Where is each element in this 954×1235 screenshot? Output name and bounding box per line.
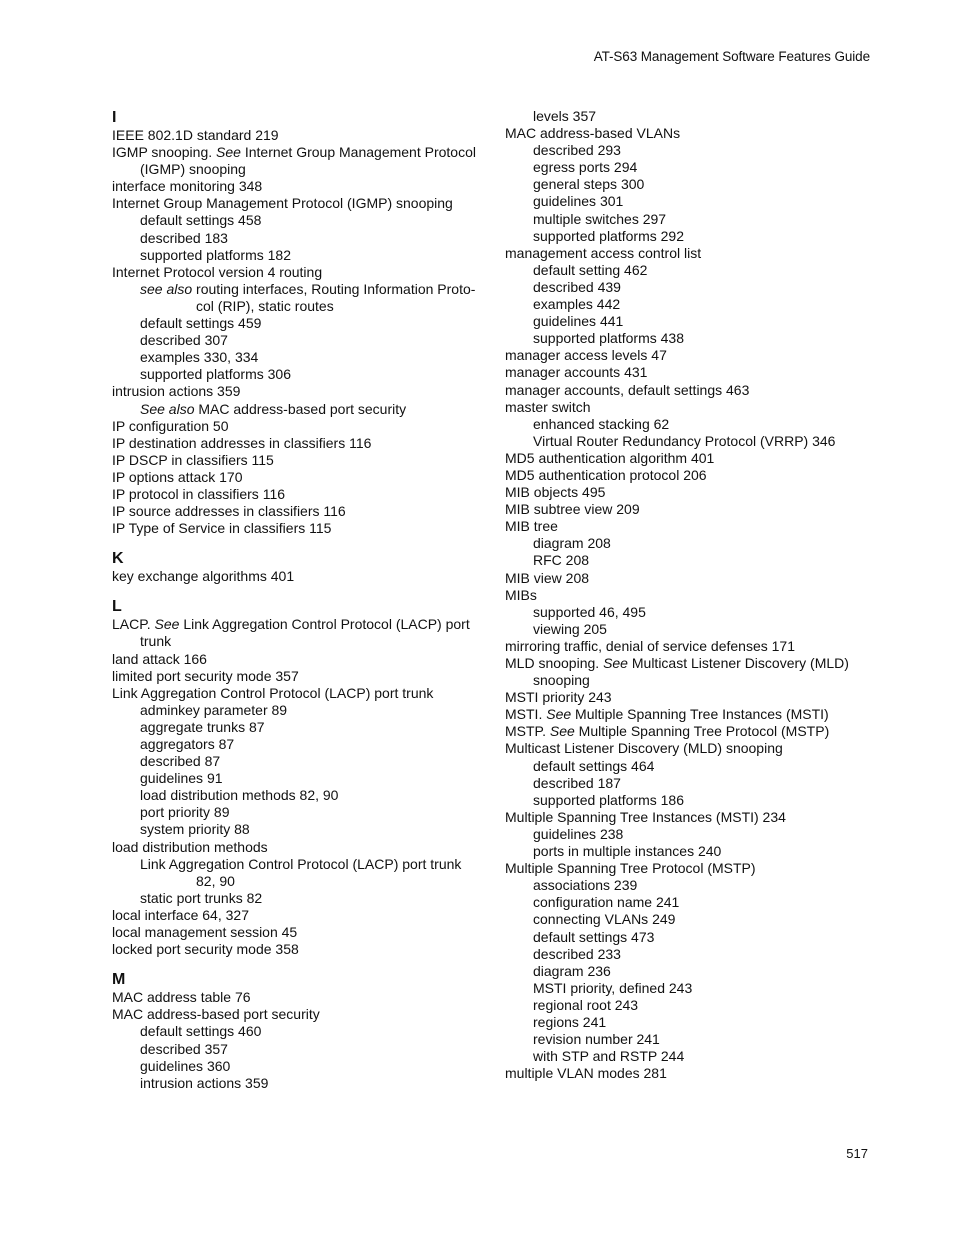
index-entry: Link Aggregation Control Protocol (LACP) port trunk [112,684,434,701]
index-subentry: intrusion actions 359 [140,1074,269,1091]
index-entry: Multicast Listener Discovery (MLD) snooping [505,740,783,757]
index-entry: land attack 166 [112,650,207,667]
index-subentry: supported 46, 495 [533,603,646,620]
see-reference-label: see also [140,280,193,297]
index-subentry: examples 330, 334 [140,349,259,366]
page-number: 517 [846,1146,868,1161]
index-entry [112,144,492,161]
index-subentry: regions 241 [533,1013,607,1030]
index-entry: master switch [505,398,591,415]
index-letter-heading: M [112,971,126,989]
index-subentry: aggregators 87 [140,736,235,752]
index-entry [505,723,905,740]
index-entry-continuation: snooping [533,672,590,689]
index-subentry: egress ports 294 [533,159,638,176]
index-subentry: supported platforms 182 [140,246,291,263]
index-entry: MD5 authentication algorithm 401 [505,449,715,466]
index-entry: local interface 64, 327 [112,906,249,923]
index-subentry: default settings 459 [140,315,262,332]
index-entry: limited port security mode 357 [112,667,299,684]
index-subentry: diagram 236 [533,962,611,979]
index-subentry: RFC 208 [533,552,590,569]
see-reference-target: Multiple Spanning Tree Protocol (MSTP) [574,723,830,740]
index-subentry: ports in multiple instances 240 [533,843,722,860]
index-entry: IP configuration 50 [112,417,229,434]
index-entry [112,616,492,633]
index-entry: IEEE 802.1D standard 219 [112,127,279,143]
index-subentry: described 183 [140,229,228,246]
see-reference-label: See [603,655,628,671]
index-entry: MAC address-based VLANs [505,125,681,142]
index-entry: management access control list [505,244,702,261]
index-column-left [112,108,492,1092]
index-subentry: associations 239 [533,877,638,894]
index-subentry: described 439 [533,278,621,295]
index-entry: IP DSCP in classifiers 115 [112,451,274,468]
index-subentry: regional root 243 [533,996,639,1013]
index-subentry: with STP and RSTP 244 [533,1048,685,1065]
see-reference-target: MAC address-based port security [194,400,407,417]
index-entry: MIB subtree view 209 [505,501,640,518]
entry-term: LACP. [112,616,155,633]
index-entry: Multiple Spanning Tree Protocol (MSTP) [505,860,756,877]
index-subentry: configuration name 241 [533,894,680,911]
index-subentry: described 307 [140,332,228,349]
index-entry: interface monitoring 348 [112,178,263,195]
index-entry: MAC address table 76 [112,989,251,1006]
index-subentry: described 233 [533,945,621,962]
index-letter-heading: L [112,598,122,616]
index-entry: IP destination addresses in classifiers 116 [112,434,372,451]
index-entry: intrusion actions 359 [112,383,241,400]
see-reference-target: routing interfaces, Routing Information Proto- [192,280,476,297]
see-reference-label: See [549,723,575,740]
index-subentry: viewing 205 [533,620,607,637]
index-subentry: Virtual Router Redundancy Protocol (VRRP) 346 [533,432,836,449]
see-reference-label: See [216,144,241,161]
index-subentry: port priority 89 [140,804,230,821]
index-entry: IP source addresses in classifiers 116 [112,503,346,520]
index-subentry: static port trunks 82 [140,889,263,906]
index-entry-continuation: col (RIP), static routes [196,297,334,314]
index-subentry: examples 442 [533,296,621,313]
index-entry: IP Type of Service in classifiers 115 [112,520,332,537]
index-subentry: described 293 [533,142,621,159]
index-subentry: levels 357 [533,108,597,124]
index-subentry: guidelines 238 [533,825,624,842]
index-subentry: default settings 460 [140,1023,262,1040]
index-subentry: guidelines 91 [140,770,223,787]
index-entry: key exchange algorithms 401 [112,568,295,585]
index-subentry: enhanced stacking 62 [533,415,670,432]
index-subentry: described 87 [140,753,221,770]
see-reference-target: Internet Group Management Protocol [240,144,476,161]
entry-term: MLD snooping. [505,655,604,671]
index-subentry [112,281,492,298]
index-entry: Internet Group Management Protocol (IGMP) snooping [112,195,453,212]
index-entry: manager accounts, default settings 463 [505,381,750,398]
index-subentry: system priority 88 [140,821,250,838]
index-entry: mirroring traffic, denial of service defenses 171 [505,637,795,654]
index-entry: MSTI priority 243 [505,689,612,706]
see-reference-label: See [154,616,180,633]
index-entry: locked port security mode 358 [112,941,299,958]
index-subentry: Link Aggregation Control Protocol (LACP) port trunk [140,855,462,872]
index-subentry: guidelines 301 [533,193,624,210]
see-reference-label: See [546,706,572,723]
index-subentry: described 357 [140,1040,228,1057]
see-reference-label: See also [140,400,195,417]
index-entry: Multiple Spanning Tree Instances (MSTI) 234 [505,808,786,825]
entry-term: MSTI. [505,706,547,723]
index-subentry: revision number 241 [533,1031,660,1048]
index-entry: MAC address-based port security [112,1006,320,1023]
index-subentry: load distribution methods 82, 90 [140,787,339,804]
index-entry: load distribution methods [112,838,268,855]
index-entry: manager accounts 431 [505,364,648,381]
index-entry-continuation: trunk [140,633,172,650]
index-entry [505,706,905,723]
index-subentry: adminkey parameter 89 [140,701,288,718]
index-subentry: supported platforms 292 [533,227,684,244]
index-subentry: supported platforms 306 [140,366,291,383]
see-reference-target: Link Aggregation Control Protocol (LACP) port [179,616,470,633]
index-entry: IP options attack 170 [112,468,243,485]
index-entry: manager access levels 47 [505,347,667,364]
index-entry: local management session 45 [112,924,298,941]
index-entry: MIB view 208 [505,569,590,586]
index-subentry: guidelines 441 [533,313,624,330]
index-subentry: described 187 [533,774,621,791]
index-entry [505,655,905,672]
index-entry: MD5 authentication protocol 206 [505,466,707,483]
index-subentry: default setting 462 [533,261,648,278]
index-column-right [505,108,905,1082]
index-entry-continuation: (IGMP) snooping [140,161,246,178]
index-letter-heading: I [112,109,117,126]
index-subentry: default settings 464 [533,757,655,774]
entry-term: MSTP. [505,723,550,740]
index-entry-continuation: 82, 90 [196,872,235,889]
index-subentry: supported platforms 438 [533,330,684,347]
index-subentry: default settings 473 [533,928,655,945]
index-subentry: diagram 208 [533,535,611,552]
see-reference-target: Multiple Spanning Tree Instances (MSTI) [571,706,829,723]
running-header: AT-S63 Management Software Features Guide [593,49,870,64]
index-subentry: guidelines 360 [140,1057,231,1074]
index-subentry: general steps 300 [533,176,645,193]
index-entry: MIBs [505,586,537,603]
entry-term: IGMP snooping. [112,144,217,161]
index-subentry: multiple switches 297 [533,210,667,227]
index-entry: MIB tree [505,518,558,535]
index-subentry: supported platforms 186 [533,791,684,808]
index-letter-heading: K [112,550,124,568]
index-entry: multiple VLAN modes 281 [505,1065,667,1082]
index-entry: Internet Protocol version 4 routing [112,263,323,280]
see-reference-target: Multicast Listener Discovery (MLD) [627,655,849,671]
index-subentry [112,401,492,418]
index-subentry: aggregate trunks 87 [140,718,265,735]
index-entry: MIB objects 495 [505,484,606,501]
index-subentry: MSTI priority, defined 243 [533,979,693,996]
index-subentry: connecting VLANs 249 [533,911,676,928]
index-entry: IP protocol in classifiers 116 [112,485,286,502]
index-subentry: default settings 458 [140,212,262,229]
